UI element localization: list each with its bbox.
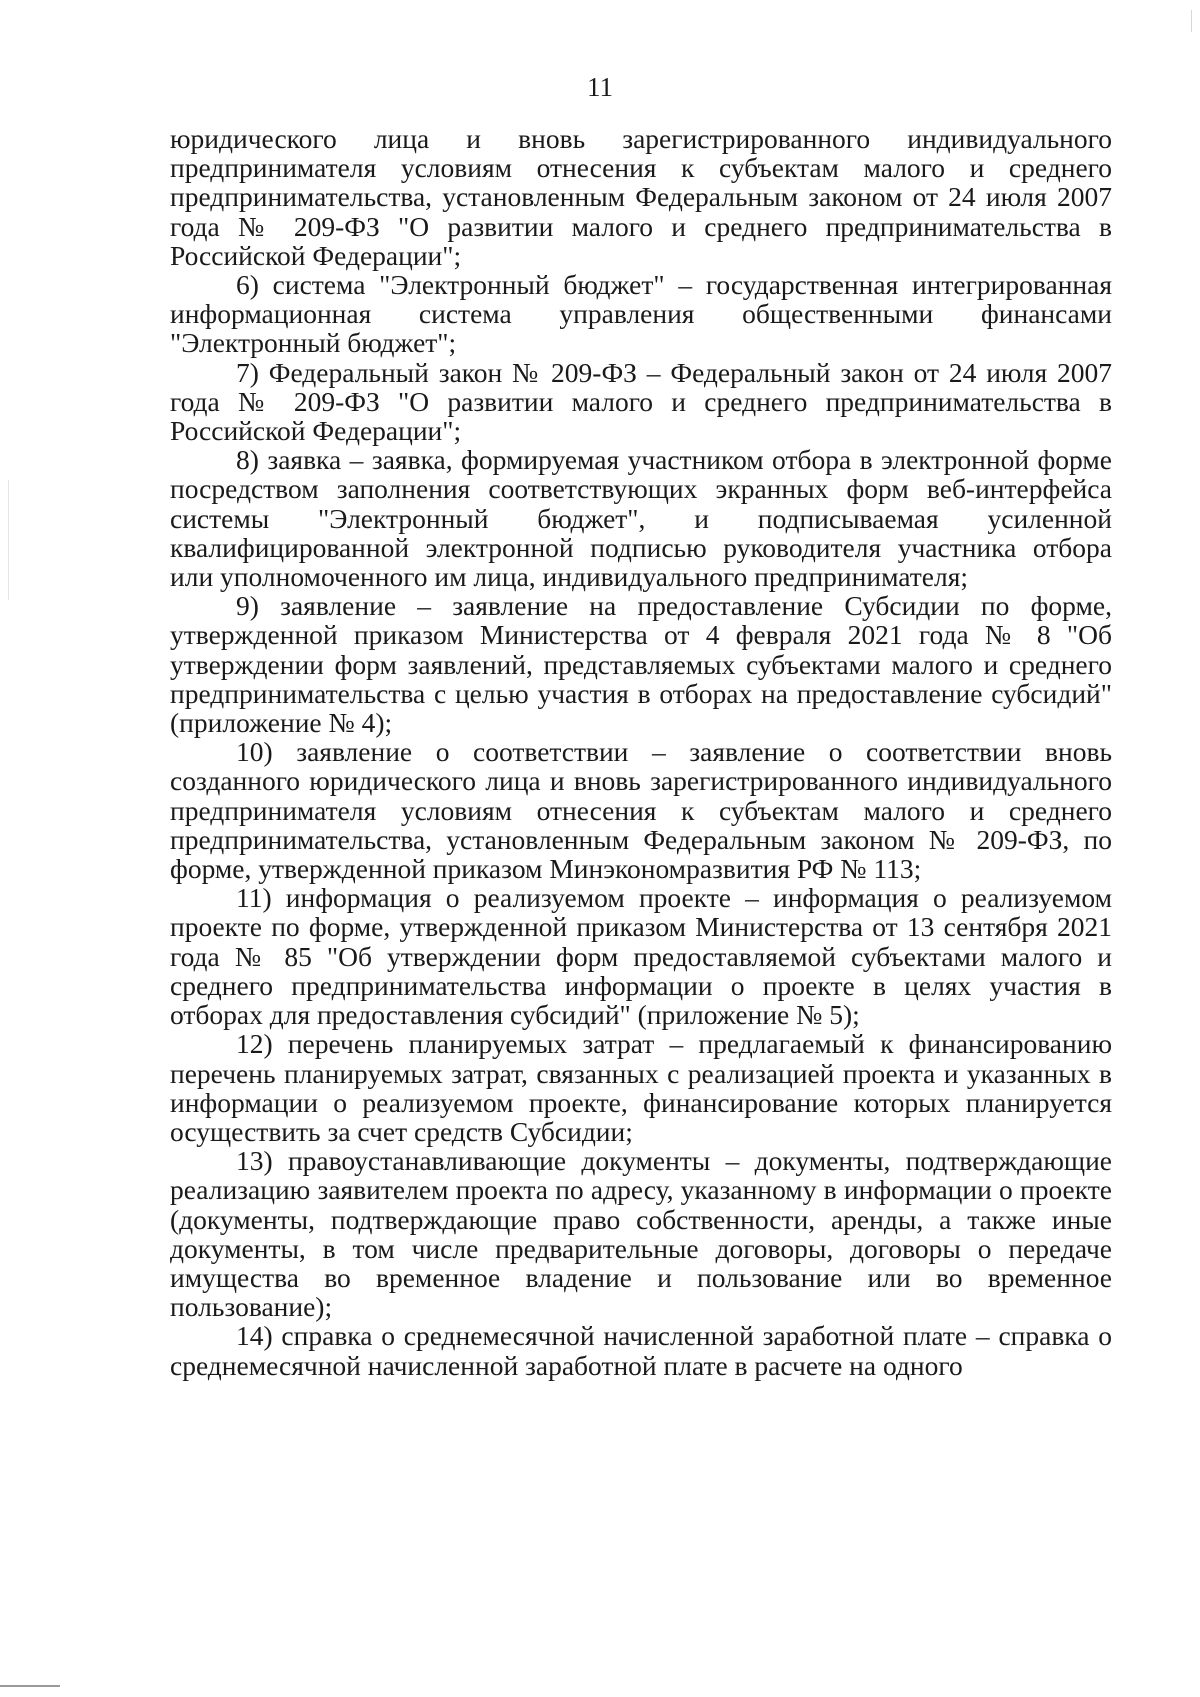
- definition-item-12: 12) перечень планируемых затрат – предлагаемый к финансированию перечень планируемых затрат, связанных с реализацией проекта и указанных в информации о реализуемом проекте, финансирование которых планируется осуществить за счет средств Субсидии;: [170, 1028, 1112, 1147]
- page-number: 11: [587, 72, 613, 102]
- paragraph-continuation: юридического лица и вновь зарегистрированного индивидуального предпринимателя условиям отнесения к субъектам малого и среднего предпринимательства, установленным Федеральным законом от 24 июля 2007 года № 209-ФЗ "О развитии малого и среднего предпринимательства в Российской Федерации";: [170, 123, 1112, 271]
- definition-item-14: 14) справка о среднемесячной начисленной заработной плате – справка о среднемесячной начисленной заработной плате в расчете на одного: [170, 1320, 1112, 1381]
- definition-item-13: 13) правоустанавливающие документы – документы, подтверждающие реализацию заявителем проекта по адресу, указанному в информации о проекте (документы, подтверждающие право собственности, аренды, а также иные документы, в том числе предварительные договоры, договоры о передаче имущества во временное владение и пользование или во временное пользование);: [170, 1145, 1112, 1323]
- definition-item-11: 11) информация о реализуемом проекте – информация о реализуемом проекте по форме, утвержденной приказом Министерства от 13 сентября 2021 года № 85 "Об утверждении форм предоставляемой субъектами малого и среднего предпринимательства информации о проекте в целях участия в отборах для предоставления субсидий" (приложение № 5);: [170, 882, 1112, 1031]
- scan-edge-mark: [0, 1685, 60, 1687]
- document-body: [170, 124, 1112, 1380]
- definition-item-6: 6) система "Электронный бюджет" – государственная интегрированная информационная система управления общественными финансами "Электронный бюджет";: [170, 269, 1112, 359]
- scan-edge-mark: [8, 480, 9, 600]
- scan-edge-mark: [1191, 10, 1192, 32]
- definition-item-7: 7) Федеральный закон № 209-ФЗ – Федеральный закон от 24 июля 2007 года № 209-ФЗ "О развитии малого и среднего предпринимательства в Российской Федерации";: [170, 356, 1112, 447]
- definition-item-10: 10) заявление о соответствии – заявление о соответствии вновь созданного юридического лица и вновь зарегистрированного индивидуального предпринимателя условиям отнесения к субъектам малого и среднего предпринимательства, установленным Федеральным законом № 209-ФЗ, по форме, утвержденной приказом Минэкономразвития РФ № 113;: [170, 736, 1112, 885]
- definition-item-9: 9) заявление – заявление на предоставление Субсидии по форме, утвержденной приказом Министерства от 4 февраля 2021 года № 8 "Об утверждении форм заявлений, представляемых субъектами малого и среднего предпринимательства с целью участия в отборах на предоставление субсидий" (приложение № 4);: [170, 590, 1112, 739]
- definition-item-8: 8) заявка – заявка, формируемая участником отбора в электронной форме посредством заполнения соответствующих экранных форм веб-интерфейса системы "Электронный бюджет", и подписываемая усиленной квалифицированной электронной подписью руководителя участника отбора или уполномоченного им лица, индивидуального предпринимателя;: [170, 444, 1112, 593]
